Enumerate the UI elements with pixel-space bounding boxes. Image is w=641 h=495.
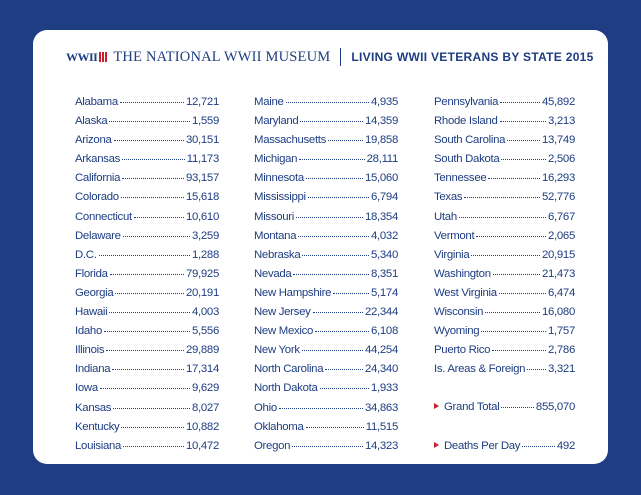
state-name: Connecticut: [75, 210, 132, 223]
state-row: [254, 188, 398, 207]
state-name: Ohio: [254, 401, 277, 414]
state-row: [254, 322, 398, 341]
state-row: [254, 93, 398, 112]
state-name: Arkansas: [75, 153, 121, 166]
dot-leader: [106, 350, 184, 351]
state-row: [75, 150, 219, 169]
veteran-count: 9,629: [191, 382, 219, 395]
dot-leader: [134, 217, 184, 218]
state-name: Montana: [254, 229, 297, 242]
dot-leader: [302, 255, 369, 256]
dot-leader: [328, 140, 363, 141]
veteran-count: 15,060: [364, 172, 398, 185]
dot-leader: [115, 293, 184, 294]
state-name: Rhode Island: [434, 115, 498, 128]
state-name: Arizona: [75, 134, 112, 147]
veteran-count: 24,340: [364, 363, 398, 376]
veteran-count: 1,288: [191, 248, 219, 261]
state-row: [254, 360, 398, 379]
state-name: New York: [254, 344, 300, 357]
state-name: Oklahoma: [254, 420, 304, 433]
state-row: [434, 265, 575, 284]
state-name: Idaho: [75, 325, 103, 338]
dot-leader: [121, 197, 184, 198]
state-row: [434, 360, 575, 379]
state-row: [254, 246, 398, 265]
deaths-per-day-label: Deaths Per Day: [444, 439, 521, 452]
state-row: [75, 246, 219, 265]
state-name: Illinois: [75, 344, 105, 357]
state-name: North Dakota: [254, 382, 318, 395]
dot-leader: [306, 427, 364, 428]
state-name: Colorado: [75, 191, 119, 204]
dot-leader: [493, 274, 540, 275]
state-row: [75, 418, 219, 437]
dot-leader: [298, 236, 369, 237]
dot-leader: [286, 102, 369, 103]
flag-stripes-icon: [99, 52, 107, 62]
state-row: [75, 227, 219, 246]
state-row: [75, 341, 219, 360]
state-row: [434, 131, 575, 150]
veteran-count: 21,473: [541, 267, 575, 280]
grand-total-label: Grand Total: [444, 401, 500, 414]
veteran-count: 4,032: [370, 229, 398, 242]
state-name: Missouri: [254, 210, 295, 223]
dot-leader: [112, 369, 184, 370]
veteran-count: 11,173: [186, 153, 219, 166]
state-row: [75, 93, 219, 112]
header-divider: [340, 48, 341, 66]
dot-leader: [488, 178, 540, 179]
veteran-count: 10,610: [185, 210, 219, 223]
state-name: Florida: [75, 267, 108, 280]
dot-leader: [325, 369, 363, 370]
dot-leader: [308, 197, 369, 198]
dot-leader: [527, 369, 546, 370]
content-card: [33, 30, 608, 464]
dot-leader: [293, 274, 369, 275]
veteran-count: 1,933: [370, 382, 398, 395]
state-name: Mississippi: [254, 191, 306, 204]
state-row: [434, 303, 575, 322]
state-row: [75, 169, 219, 188]
veteran-count: 10,472: [185, 439, 219, 452]
veteran-count: 5,340: [370, 248, 398, 261]
state-name: Georgia: [75, 286, 114, 299]
dot-leader: [481, 331, 546, 332]
dot-leader: [471, 255, 540, 256]
state-row: [254, 379, 398, 398]
dot-leader: [485, 312, 540, 313]
state-list-3: [434, 93, 575, 379]
state-row: [434, 246, 575, 265]
state-name: Vermont: [434, 229, 475, 242]
state-name: West Virginia: [434, 286, 497, 299]
state-name: Utah: [434, 210, 457, 223]
veteran-count: 5,556: [191, 325, 219, 338]
veteran-count: 2,786: [547, 344, 575, 357]
veteran-count: 93,157: [185, 172, 219, 185]
state-row: [254, 284, 398, 303]
state-name: Indiana: [75, 363, 111, 376]
state-row: [75, 284, 219, 303]
dot-leader: [500, 102, 540, 103]
dot-leader: [306, 178, 363, 179]
state-name: Nebraska: [254, 248, 301, 261]
state-name: South Carolina: [434, 134, 506, 147]
state-row: [75, 437, 219, 456]
dot-leader: [123, 236, 190, 237]
veteran-count: 3,259: [191, 229, 219, 242]
logo-text: WWII: [66, 49, 98, 64]
dot-leader: [296, 217, 363, 218]
dot-leader: [114, 140, 184, 141]
state-name: Kansas: [75, 401, 112, 414]
dot-leader: [501, 159, 546, 160]
state-row: [254, 208, 398, 227]
state-row: [75, 303, 219, 322]
state-row: [434, 341, 575, 360]
state-name: New Mexico: [254, 325, 314, 338]
dot-leader: [459, 217, 546, 218]
veteran-count: 20,915: [541, 248, 575, 261]
state-name: North Carolina: [254, 363, 324, 376]
state-name: Louisiana: [75, 439, 122, 452]
state-name: New Hampshire: [254, 286, 332, 299]
header: [66, 45, 594, 69]
dot-leader: [292, 446, 363, 447]
dot-leader: [499, 293, 546, 294]
state-row: [434, 284, 575, 303]
state-name: Texas: [434, 191, 463, 204]
dot-leader: [279, 408, 363, 409]
state-name: D.C.: [75, 248, 97, 261]
museum-logo: [66, 50, 107, 65]
dot-leader: [104, 331, 190, 332]
state-row: [254, 131, 398, 150]
state-row: [254, 227, 398, 246]
state-row: [254, 303, 398, 322]
state-name: Virginia: [434, 248, 470, 261]
state-name: Washington: [434, 267, 491, 280]
veteran-count: 6,794: [370, 191, 398, 204]
state-name: Wisconsin: [434, 306, 484, 319]
dot-leader: [110, 274, 184, 275]
state-row: [434, 208, 575, 227]
veteran-count: 8,351: [370, 267, 398, 280]
deaths-per-day-row: [434, 437, 575, 456]
state-row: [254, 399, 398, 418]
veteran-count: 16,080: [541, 306, 575, 319]
veteran-count: 11,515: [365, 420, 398, 433]
veteran-count: 6,767: [547, 210, 575, 223]
state-row: [434, 112, 575, 131]
veteran-count: 4,935: [370, 96, 398, 108]
veteran-count: 79,925: [185, 267, 219, 280]
veteran-count: 30,151: [185, 134, 219, 147]
museum-name: THE NATIONAL WWII MUSEUM: [113, 48, 331, 65]
dot-leader: [113, 408, 190, 409]
dot-leader: [464, 197, 540, 198]
state-row: [254, 150, 398, 169]
state-name: Oregon: [254, 439, 291, 452]
veteran-count: 3,321: [547, 363, 575, 376]
veteran-count: 14,359: [364, 115, 398, 128]
dot-leader: [476, 236, 546, 237]
state-name: California: [75, 172, 121, 185]
state-column-3: [434, 93, 575, 456]
dot-leader: [100, 388, 190, 389]
veteran-count: 5,174: [370, 286, 398, 299]
state-name: Hawaii: [75, 306, 108, 319]
dot-leader: [121, 427, 184, 428]
state-name: Pennsylvania: [434, 96, 499, 108]
veteran-count: 15,618: [185, 191, 219, 204]
dot-leader: [302, 350, 363, 351]
veteran-count: 16,293: [541, 172, 575, 185]
state-name: Maryland: [254, 115, 299, 128]
veteran-count: 44,254: [364, 344, 398, 357]
veteran-count: 34,863: [364, 401, 398, 414]
arrow-marker-icon: [434, 403, 439, 409]
veteran-count: 2,506: [547, 153, 575, 166]
dot-leader: [500, 121, 546, 122]
dot-leader: [299, 159, 364, 160]
state-row: [254, 265, 398, 284]
state-row: [254, 418, 398, 437]
veteran-count: 1,559: [191, 115, 219, 128]
veteran-count: 28,111: [366, 153, 398, 166]
state-row: [75, 131, 219, 150]
deaths-per-day-value: 492: [556, 439, 575, 452]
dot-leader: [120, 102, 184, 103]
veteran-count: 19,858: [364, 134, 398, 147]
veteran-count: 22,344: [364, 306, 398, 319]
dot-leader: [507, 140, 540, 141]
state-row: [75, 399, 219, 418]
veteran-count: 1,757: [547, 325, 575, 338]
dot-leader: [313, 312, 363, 313]
dot-leader: [99, 255, 190, 256]
veteran-count: 13,749: [541, 134, 575, 147]
state-name: Tennessee: [434, 172, 487, 185]
veteran-count: 17,314: [185, 363, 219, 376]
state-name: Alabama: [75, 96, 118, 108]
veteran-count: 45,892: [541, 96, 575, 108]
state-name: Delaware: [75, 229, 121, 242]
state-row: [75, 188, 219, 207]
arrow-marker-icon: [434, 442, 439, 448]
state-column-2: [254, 93, 398, 456]
veteran-count: 6,474: [547, 286, 575, 299]
veteran-count: 6,108: [370, 325, 398, 338]
veteran-count: 2,065: [547, 229, 575, 242]
state-row: [75, 112, 219, 131]
veteran-count: 8,027: [191, 401, 219, 414]
state-row: [434, 93, 575, 112]
veteran-count: 10,882: [185, 420, 219, 433]
dot-leader: [300, 121, 363, 122]
dot-leader: [123, 446, 184, 447]
state-row: [254, 112, 398, 131]
state-row: [434, 169, 575, 188]
state-name: Michigan: [254, 153, 298, 166]
state-name: Alaska: [75, 115, 108, 128]
state-name: Wyoming: [434, 325, 480, 338]
dot-leader: [109, 121, 190, 122]
state-name: Minnesota: [254, 172, 304, 185]
veteran-count: 4,003: [191, 306, 219, 319]
grand-total-row: [434, 398, 575, 417]
dot-leader: [492, 350, 546, 351]
state-name: South Dakota: [434, 153, 500, 166]
state-name: New Jersey: [254, 306, 311, 319]
state-name: Iowa: [75, 382, 98, 395]
veteran-count: 52,776: [541, 191, 575, 204]
state-row: [254, 437, 398, 456]
dot-leader: [315, 331, 369, 332]
state-row: [434, 188, 575, 207]
dot-leader: [122, 159, 185, 160]
veteran-count: 3,213: [547, 115, 575, 128]
dot-leader: [320, 388, 369, 389]
state-row: [434, 150, 575, 169]
veteran-count: 14,323: [364, 439, 398, 452]
state-name: Nevada: [254, 267, 292, 280]
state-name: Puerto Rico: [434, 344, 491, 357]
state-row: [254, 341, 398, 360]
state-name: Kentucky: [75, 420, 120, 433]
state-name: Maine: [254, 96, 284, 108]
state-name: Massachusetts: [254, 134, 327, 147]
state-row: [75, 265, 219, 284]
veteran-count: 29,889: [185, 344, 219, 357]
state-row: [75, 379, 219, 398]
state-row: [254, 169, 398, 188]
veteran-count: 18,354: [364, 210, 398, 223]
dot-leader: [122, 178, 184, 179]
state-row: [434, 227, 575, 246]
state-name: Is. Areas & Foreign: [434, 363, 526, 376]
state-column-1: [75, 93, 219, 456]
state-row: [75, 322, 219, 341]
grand-total-value: 855,070: [535, 401, 575, 414]
dot-leader: [333, 293, 369, 294]
veteran-count: 20,191: [185, 286, 219, 299]
veteran-count: 12,721: [185, 96, 219, 108]
state-row: [75, 208, 219, 227]
state-row: [75, 360, 219, 379]
page-title: LIVING WWII VETERANS BY STATE 2015: [351, 50, 594, 64]
dot-leader: [109, 312, 190, 313]
state-row: [434, 322, 575, 341]
